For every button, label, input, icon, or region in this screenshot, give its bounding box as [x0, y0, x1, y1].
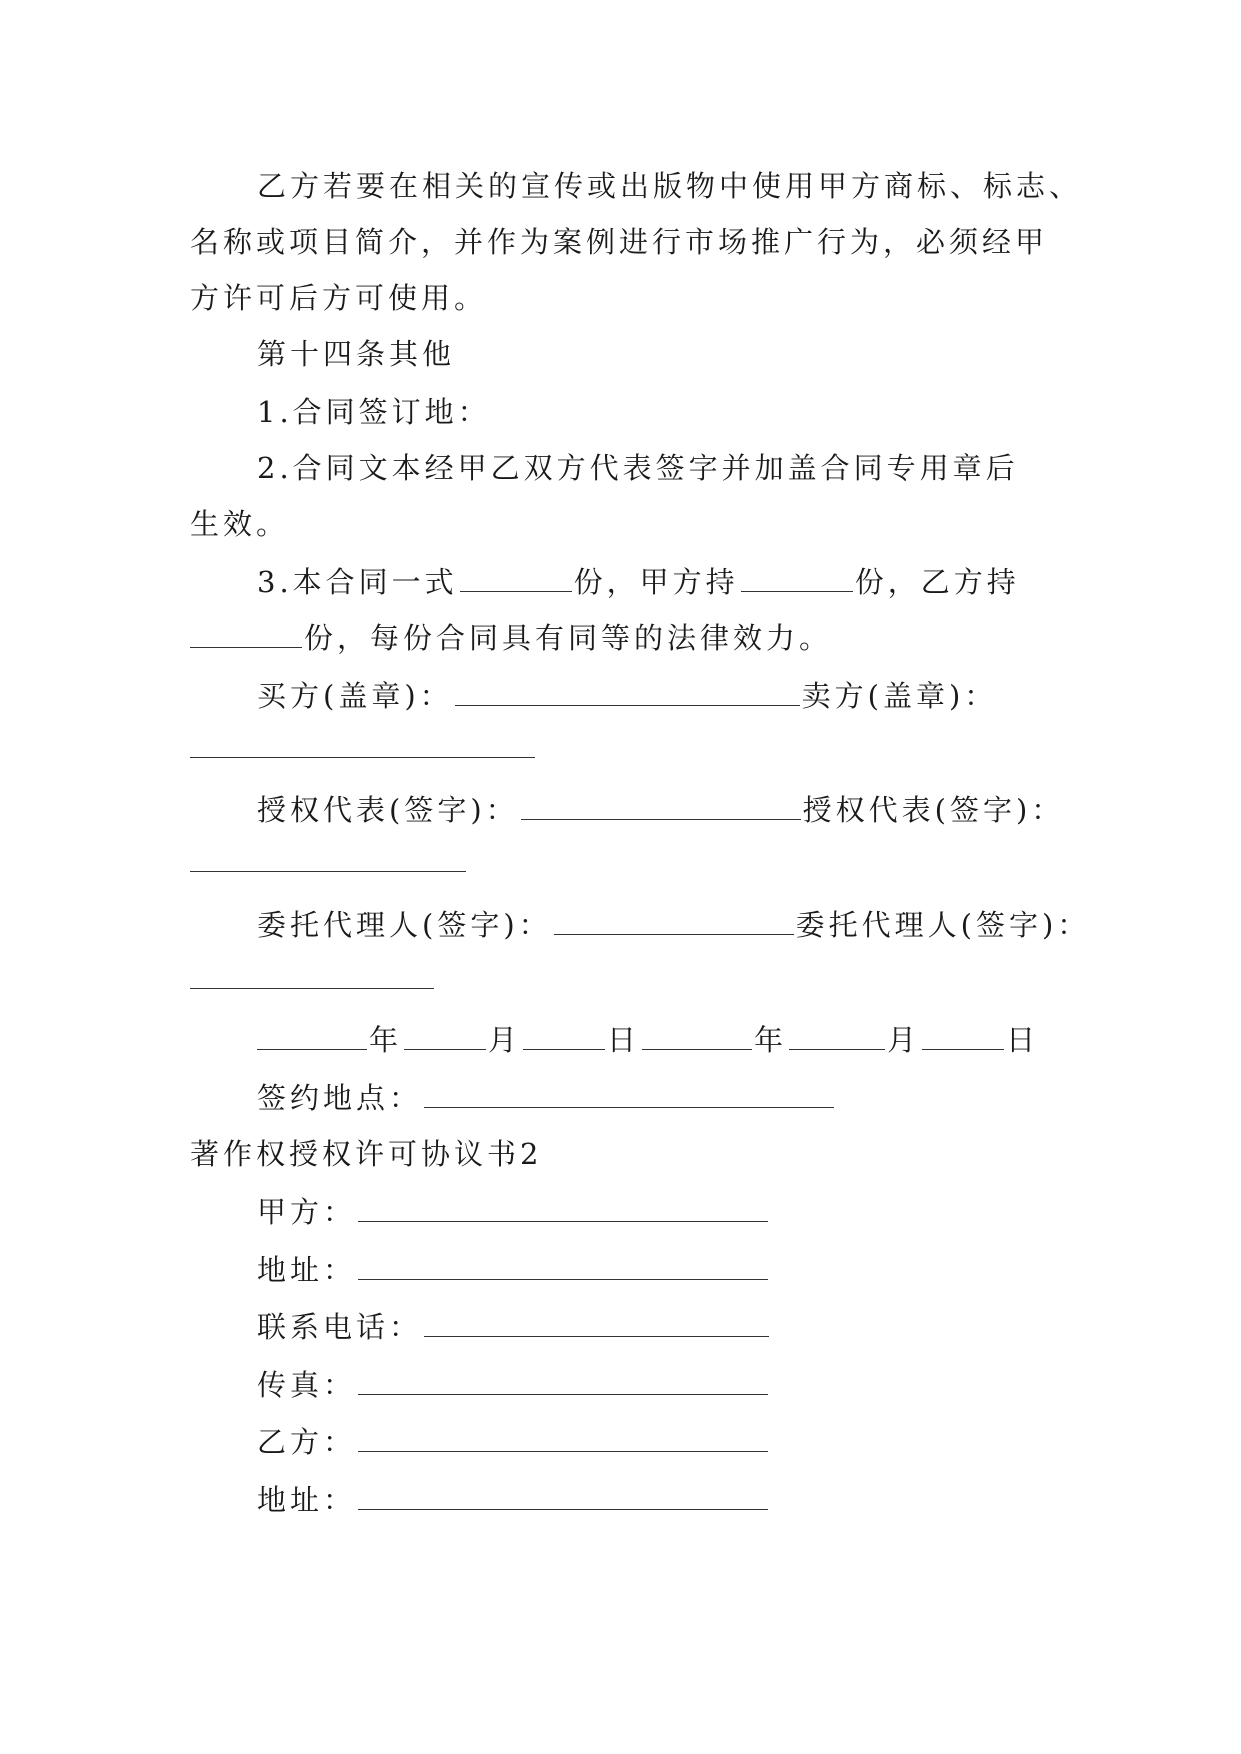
rep-sign-blank-b[interactable]: [190, 871, 466, 872]
address-b-blank[interactable]: [358, 1483, 768, 1510]
item3-text-4: 份，每份合同具有同等的法律效力。: [304, 621, 833, 655]
clause14-item2-line2: 生效。: [190, 507, 290, 541]
day-blank-a[interactable]: [523, 1023, 605, 1050]
address-b-line: [257, 1480, 1157, 1520]
address-a-label: 地址：: [257, 1253, 357, 1287]
fax-label: 传真：: [257, 1368, 357, 1402]
buyer-seal-label: 买方(盖章)：: [257, 679, 453, 713]
agent-line: [257, 905, 1157, 945]
clause14-item3-line1: [257, 562, 1157, 602]
clause14-item1: 1.合同签订地：: [257, 395, 491, 429]
phone-label: 联系电话：: [257, 1310, 423, 1344]
seller-seal-blank[interactable]: [190, 757, 535, 758]
date-line: [257, 1020, 1157, 1060]
party-b-label: 乙方：: [257, 1425, 357, 1459]
agent-sign-blank-a[interactable]: [554, 908, 794, 935]
month-blank-b[interactable]: [789, 1023, 885, 1050]
item3-text-1: 3.本合同一式: [257, 565, 458, 599]
party-a-label: 甲方：: [257, 1195, 357, 1229]
clause14-item2-line1: 2.合同文本经甲乙双方代表签字并加盖合同专用章后: [257, 451, 1019, 485]
copies-party-b-blank[interactable]: [190, 621, 302, 648]
buyer-seller-line: [257, 676, 1157, 716]
rep-label-a: 授权代表(签字)：: [257, 793, 519, 827]
rep-line: [257, 790, 1157, 830]
year-label-b: 年: [754, 1023, 788, 1057]
year-blank-a[interactable]: [257, 1023, 367, 1050]
buyer-seal-blank[interactable]: [455, 679, 800, 706]
day-label-b: 日: [1006, 1023, 1040, 1057]
agent-sign-blank-b[interactable]: [190, 988, 434, 989]
rep-label-b: 授权代表(签字)：: [802, 793, 1065, 827]
clause13-line2: 名称或项目简介，并作为案例进行市场推广行为，必须经甲: [190, 225, 1049, 259]
address-a-blank[interactable]: [358, 1253, 768, 1280]
day-label-a: 日: [607, 1023, 641, 1057]
year-blank-b[interactable]: [642, 1023, 752, 1050]
clause14-item3-line2: [190, 618, 1090, 658]
fax-line: [257, 1365, 1157, 1405]
month-blank-a[interactable]: [404, 1023, 486, 1050]
rep-sign-blank-a[interactable]: [521, 793, 801, 820]
phone-blank[interactable]: [424, 1310, 769, 1337]
agreement2-title: 著作权授权许可协议书2: [190, 1137, 543, 1171]
year-label-a: 年: [369, 1023, 403, 1057]
clause14-title: 第十四条其他: [257, 337, 456, 371]
party-b-line: [257, 1422, 1157, 1462]
item3-text-2: 份，甲方持: [573, 565, 739, 599]
agent-label-a: 委托代理人(签字)：: [257, 908, 552, 942]
address-a-line: [257, 1250, 1157, 1290]
party-a-line: [257, 1192, 1157, 1232]
copies-party-a-blank[interactable]: [741, 565, 853, 592]
fax-blank[interactable]: [358, 1368, 768, 1395]
place-label: 签约地点：: [257, 1081, 423, 1115]
place-line: [257, 1078, 1157, 1118]
party-b-blank[interactable]: [358, 1425, 768, 1452]
month-label-a: 月: [488, 1023, 522, 1057]
place-blank[interactable]: [424, 1081, 834, 1108]
party-a-blank[interactable]: [358, 1195, 768, 1222]
day-blank-b[interactable]: [922, 1023, 1004, 1050]
month-label-b: 月: [887, 1023, 921, 1057]
seller-seal-label: 卖方(盖章)：: [801, 679, 998, 713]
clause13-line3: 方许可后方可使用。: [190, 281, 488, 315]
copies-total-blank[interactable]: [460, 565, 572, 592]
address-b-label: 地址：: [257, 1483, 357, 1517]
agent-label-b: 委托代理人(签字)：: [795, 908, 1091, 942]
clause13-line1: 乙方若要在相关的宣传或出版物中使用甲方商标、标志、: [257, 169, 1083, 203]
phone-line: [257, 1307, 1157, 1347]
item3-text-3: 份，乙方持: [854, 565, 1020, 599]
